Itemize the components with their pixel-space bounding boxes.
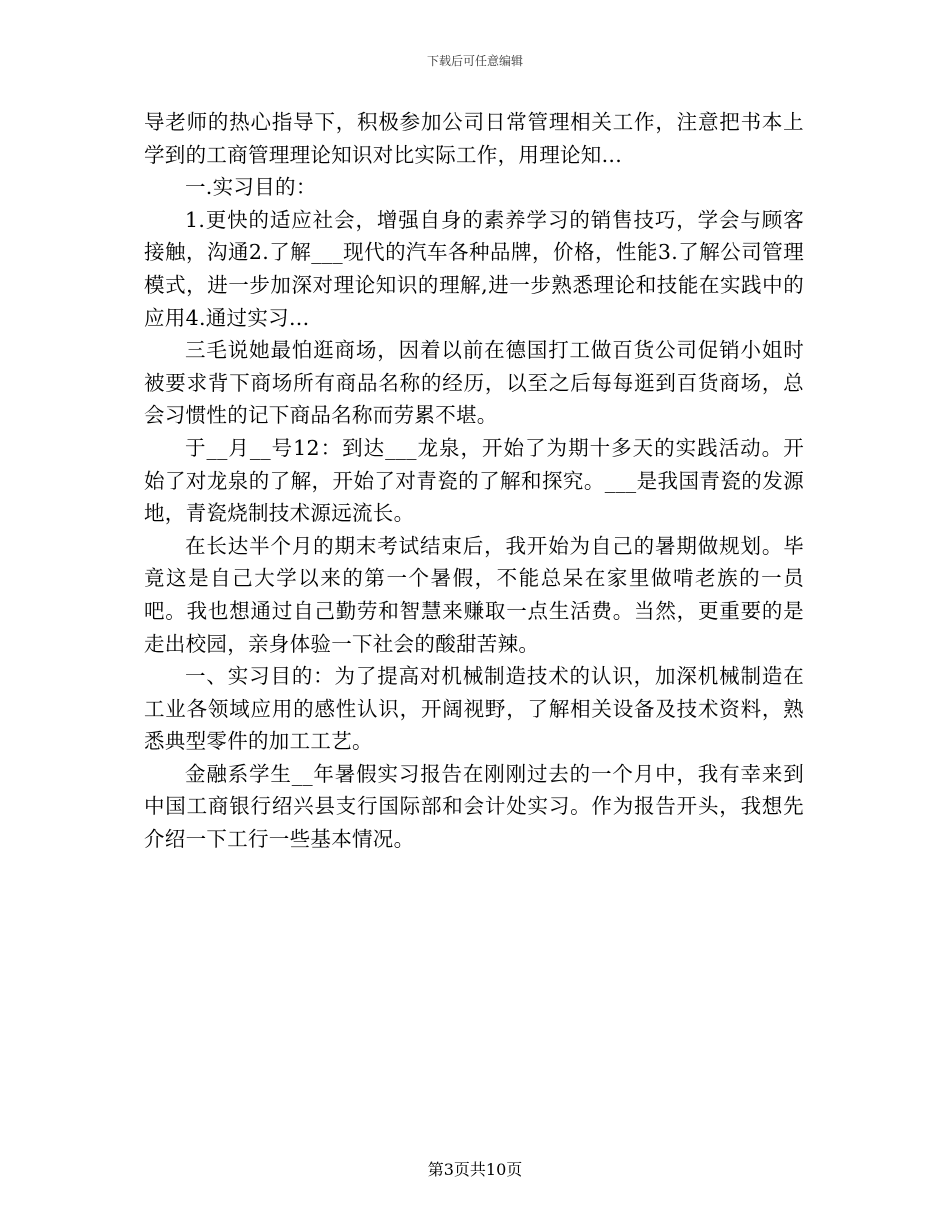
paragraph-summer-plan: 在长达半个月的期末考试结束后，我开始为自己的暑期做规划。毕竟这是自己大学以来的第一个暑假，不能总呆在家里做啃老族的一员吧。我也想通过自己勤劳和智慧来赚取一点生活费。当然，更重要的是走出校园，亲身体验一下社会的酸甜苦辣。	[144, 533, 804, 656]
paragraph-longquan: 于__月__号12：到达___龙泉，开始了为期十多天的实践活动。开始了对龙泉的了解，开始了对青瓷的了解和探究。___是我国青瓷的发源地，青瓷烧制技术源远流长。	[144, 435, 804, 526]
paragraph-sanmao: 三毛说她最怕逛商场，因着以前在德国打工做百货公司促销小姐时被要求背下商场所有商品名称的经历，以至之后每每逛到百货商场，总会习惯性的记下商品名称而劳累不堪。	[144, 338, 804, 428]
paragraph-purpose-list: 1.更快的适应社会，增强自身的素养学习的销售技巧，学会与顾客接触，沟通2.了解___现代的汽车各种品牌，价格，性能3.了解公司管理模式，进一步加深对理论知识的理解,进一步熟悉理论和技能在实践中的应用4.通过实习...	[144, 207, 804, 330]
paragraph-heading-internship-purpose: 一.实习目的：	[185, 175, 317, 200]
paragraph-finance-report: 金融系学生__年暑假实习报告在刚刚过去的一个月中，我有幸来到中国工商银行绍兴县支行国际部和会计处实习。作为报告开头，我想先介绍一下工行一些基本情况。	[144, 761, 804, 852]
paragraph-continuation: 导老师的热心指导下，积极参加公司日常管理相关工作，注意把书本上学到的工商管理理论知识对比实际工作，用理论知...	[144, 110, 804, 167]
document-body	[144, 106, 804, 856]
page-footer: 第3页共10页	[427, 1160, 523, 1179]
page-header: 下载后可任意编辑	[426, 54, 523, 68]
paragraph-mechanical-purpose: 一、实习目的：为了提高对机械制造技术的认识，加深机械制造在工业各领域应用的感性认识，开阔视野，了解相关设备及技术资料，熟悉典型零件的加工工艺。	[144, 664, 804, 754]
